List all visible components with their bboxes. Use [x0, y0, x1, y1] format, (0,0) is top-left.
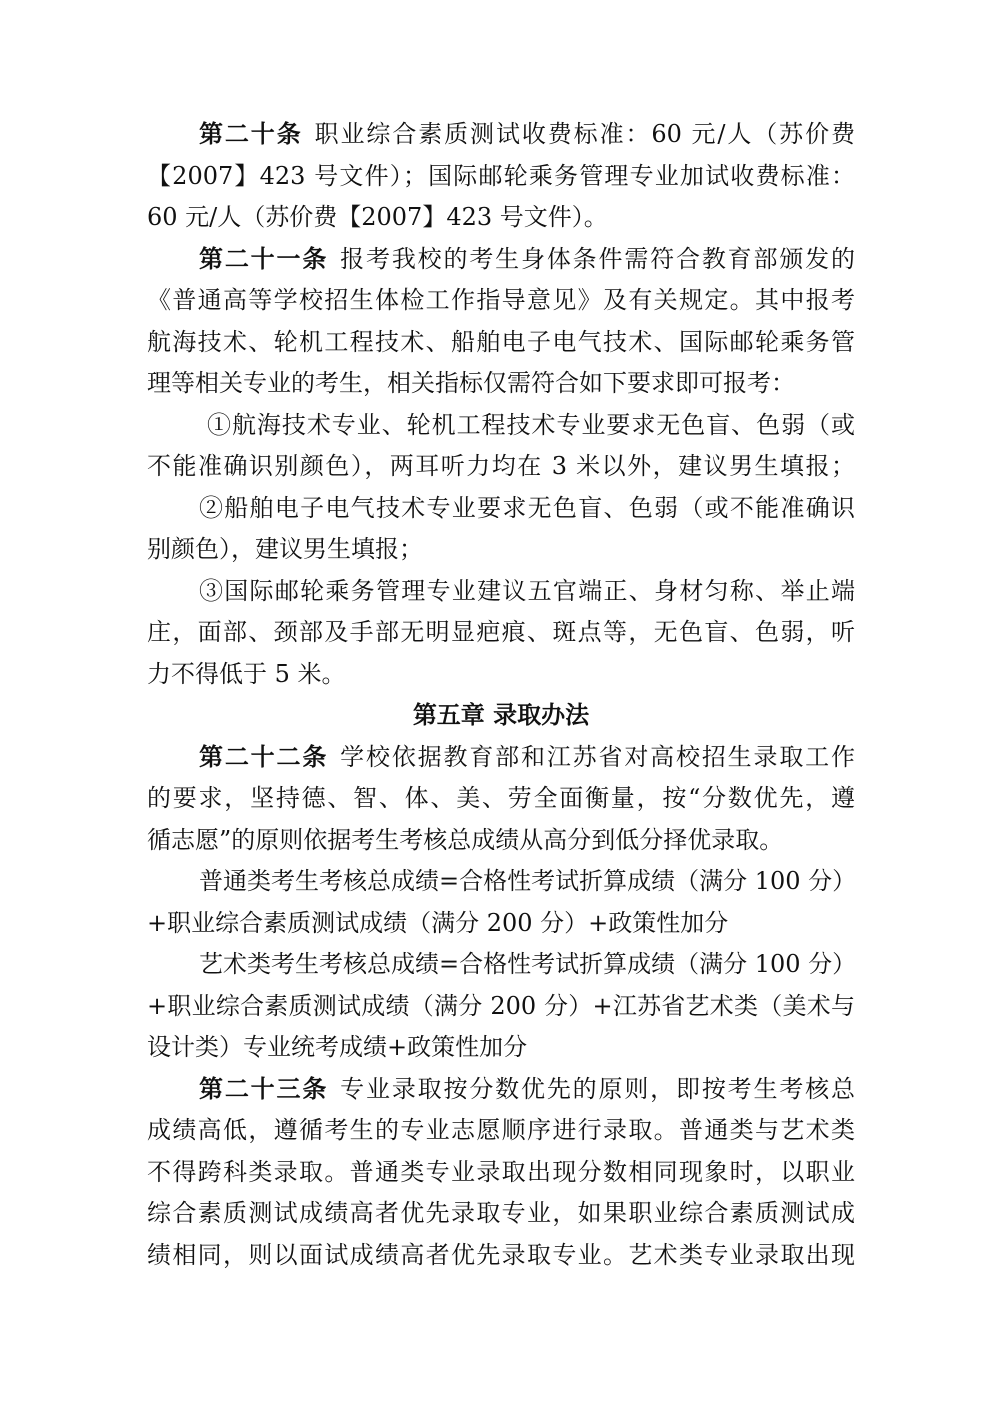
requirement-item-2-line-1: ②船舶电子电气技术专业要求无色盲、色弱（或不能准确识: [199, 493, 855, 522]
document-page: [147, 114, 855, 1276]
article-23-line-3: 不得跨科类录取。普通类专业录取出现分数相同现象时，以职业: [147, 1157, 855, 1186]
formula-general-line-2: +职业综合素质测试成绩（满分 200 分）+政策性加分: [147, 908, 729, 937]
article-20: [147, 114, 855, 239]
requirement-item-2-line-2: 别颜色），建议男生填报；: [147, 535, 423, 563]
formula-art-line-1: 艺术类考生考核总成绩=合格性考试折算成绩（满分 100 分）: [199, 950, 857, 978]
formula-general-line-1: 普通类考生考核总成绩=合格性考试折算成绩（满分 100 分）: [199, 867, 857, 895]
article-20-line-3: 60 元/人（苏价费【2007】423 号文件）。: [147, 203, 608, 231]
article-22: [147, 737, 855, 1069]
article-21-line-1: 第二十一条 报考我校的考生身体条件需符合教育部颁发的: [199, 244, 856, 273]
article-22-line-1: 第二十二条 学校依据教育部和江苏省对高校招生录取工作: [199, 742, 856, 771]
article-21-label: 第二十一条: [199, 244, 329, 273]
article-22-line-3: 循志愿”的原则依据考生考核总成绩从高分到低分择优录取。: [147, 825, 784, 854]
article-22-label: 第二十二条: [199, 742, 329, 771]
requirement-item-3-line-1: ③国际邮轮乘务管理专业建议五官端正、身材匀称、举止端: [199, 576, 855, 605]
article-21: [147, 239, 855, 696]
article-20-line-1: 第二十条 职业综合素质测试收费标准：60 元/人（苏价费: [199, 120, 855, 148]
requirement-item-3-line-2: 庄，面部、颈部及手部无明显疤痕、斑点等，无色盲、色弱，听: [147, 618, 855, 646]
formula-art-line-3: 设计类）专业统考成绩+政策性加分: [147, 1033, 528, 1061]
article-21-line-3: 航海技术、轮机工程技术、船舶电子电气技术、国际邮轮乘务管: [147, 327, 855, 356]
formula-art-line-2: +职业综合素质测试成绩（满分 200 分）+江苏省艺术类（美术与: [147, 991, 855, 1020]
article-20-label: 第二十条: [199, 120, 303, 148]
article-20-line-2: 【2007】423 号文件）；国际邮轮乘务管理专业加试收费标准：: [147, 161, 855, 190]
article-23-line-4: 综合素质测试成绩高者优先录取专业，如果职业综合素质测试成: [147, 1199, 855, 1227]
article-22-line-2: 的要求，坚持德、智、体、美、劳全面衡量，按“分数优先，遵: [147, 784, 855, 812]
article-21-line-4: 理等相关专业的考生，相关指标仅需符合如下要求即可报考：: [147, 369, 795, 397]
requirement-item-1-line-2: 不能准确识别颜色），两耳听力均在 3 米以外，建议男生填报；: [147, 452, 855, 480]
chapter-heading: 第五章 录取办法: [412, 701, 590, 729]
article-23-label: 第二十三条: [199, 1074, 329, 1103]
article-23-line-2: 成绩高低，遵循考生的专业志愿顺序进行录取。普通类与艺术类: [147, 1116, 855, 1144]
article-23: [147, 1069, 855, 1277]
article-23-line-5: 绩相同，则以面试成绩高者优先录取专业。艺术类专业录取出现: [147, 1240, 855, 1269]
requirement-item-1-line-1: ①航海技术专业、轮机工程技术专业要求无色盲、色弱（或: [207, 410, 855, 439]
requirement-item-3-line-3: 力不得低于 5 米。: [147, 659, 346, 688]
article-23-line-1: 第二十三条 专业录取按分数优先的原则，即按考生考核总: [199, 1074, 856, 1103]
article-21-line-2: 《普通高等学校招生体检工作指导意见》及有关规定。其中报考: [147, 286, 855, 314]
